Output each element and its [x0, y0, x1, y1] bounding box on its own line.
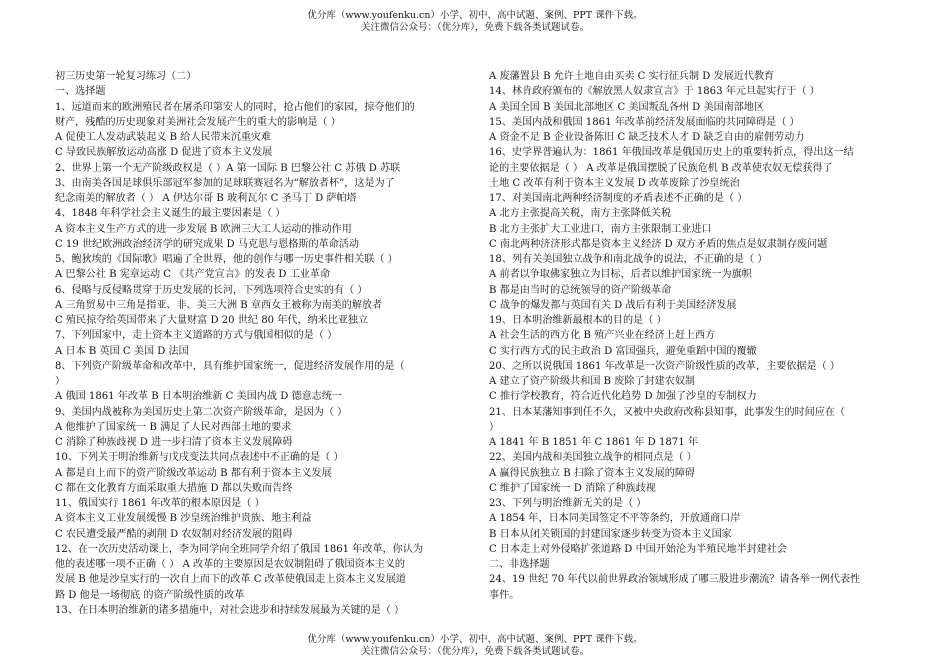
text-line: 3、由南美各国足球俱乐部冠军参加的足球联赛冠名为“解放者杯”，这是为了	[55, 177, 395, 189]
text-line: 事件。	[489, 589, 520, 601]
page-footer	[0, 634, 950, 658]
text-line: 8、下列资产阶级革命和改革中，具有维护国家统一，促进经济发展作用的是（	[55, 360, 405, 372]
text-line: A 三角贸易中三角是指亚、非、美三大洲 B 章西女王被称为南美的解放者	[55, 299, 383, 311]
text-line: 15、美国内战和俄国 1861 年改革前经济发展面临的共同障碍是（ ）	[489, 116, 800, 128]
text-line: C 19 世纪欧洲政治经济学的研究成果 D 马克思与恩格斯的革命活动	[55, 238, 359, 250]
text-line: 14、林肯政府颁布的《解放黑人奴隶宣言》于 1863 年元旦起实行于（ ）	[489, 86, 820, 98]
header-line-2: 关注微信公众号：（优分库），免费下载各类试题试卷。	[360, 22, 589, 33]
text-line: C 都在文化教育方面采取重大措施 D 都以失败而告终	[55, 482, 293, 494]
footer-line-1: 优分库（www.youfenku.cn）小学、初中、高中试题、案例、PPT 课件下载。	[307, 634, 643, 645]
text-line: B 日本从闭关锁国的封建国家逐步转变为资本主义国家	[489, 528, 732, 540]
footer-line-2: 关注微信公众号：（优分库），免费下载各类试题试卷。	[360, 646, 589, 657]
text-line: 初三历史第一轮复习练习（二）	[55, 71, 197, 82]
text-line: 5、鲍狄埃的《国际歌》唱遍了全世界，他的创作与哪一历史事件相关联（ ）	[55, 254, 398, 265]
text-line: C 殖民掠夺给英国带来了大量财富 D 20 世纪 80 年代，纳米比亚独立	[55, 315, 369, 326]
header-line-1: 优分库（www.youfenku.cn）小学、初中、高中试题、案例、PPT 课件下载。	[307, 10, 643, 21]
text-line: 22、美国内战和美国独立战争的相同点是（ ）	[489, 452, 697, 464]
text-line: 财产，残酷的历史现象对美洲社会发展产生的重大的影响是（ ）	[55, 116, 341, 128]
text-line: 1、远道而来的欧洲殖民者在屠杀印第安人的同时，抢占他们的家园，掠夺他们的	[55, 101, 415, 113]
left-column	[55, 69, 485, 618]
text-line: B 北方主张扩大工业进口，南方主张限制工业进口	[489, 223, 712, 235]
text-line: C 维护了国家统一 D 消除了种族歧视	[489, 482, 656, 494]
text-line: 6、侵略与反侵略贯穿于历史发展的长河，下列选项符合史实的有（ ）	[55, 284, 368, 296]
text-line: 4、1848 年科学社会主义诞生的最主要因素是（ ）	[55, 208, 286, 220]
text-line: A 北方主张提高关税，南方主张降低关税	[489, 208, 672, 220]
text-line: 19、日本明治维新最根本的目的是（ ）	[489, 315, 667, 326]
text-line: A 日本 B 英国 C 美国 D 法国	[55, 345, 189, 357]
text-line: A 巴黎公社 B 宪章运动 C 《共产党宣言》的发表 D 工业革命	[55, 269, 331, 281]
text-line: C 推行学校教育，符合近代化趋势 D 加强了沙皇的专制权力	[489, 391, 757, 403]
text-line: 他的表述哪一项不正确（ ） A 改革的主要原因是农奴制阻碍了俄国资本主义的	[55, 559, 406, 570]
text-line: A 都是自上而下的资产阶级改革运动 B 都有利于资本主义发展	[55, 467, 332, 479]
text-line: 纪念南美的解放者（ ） A 伊达尔哥 B 玻利瓦尔 C 圣马丁 D 萨帕塔	[55, 193, 357, 204]
text-line: ）	[489, 421, 500, 433]
text-line: 9、美国内战被称为美国历史上第二次资产阶级革命，是因为（ ）	[55, 406, 348, 418]
text-line: A 资本主义工业发展缓慢 B 沙皇统治维护贵族、地主利益	[55, 513, 312, 525]
text-line: C 导致民族解放运动高涨 D 促进了资本主义发展	[55, 147, 273, 159]
text-line: ）	[55, 376, 66, 387]
text-line: 23、下列与明治维新无关的是（ ）	[489, 498, 647, 509]
text-line: C 农民遭受最严酷的剥削 D 农奴制对经济发展的阻碍	[55, 528, 293, 540]
text-line: A 1854 年，日本同美国签定不平等条约，开放通商口岸	[489, 513, 741, 525]
text-line: 21、日本某藩知事到任不久，又被中央政府改称县知事，此事发生的时间应在（	[489, 406, 846, 418]
text-line: 24、19 世纪 70 年代以前世界政治领域形成了哪三股进步潮流？请各举一例代表性	[489, 574, 861, 586]
text-line: 一、选择题	[55, 86, 106, 98]
text-line: C 日本走上对外侵略扩张道路 D 中国开始沦为半殖民地半封建社会	[489, 543, 787, 555]
text-line: 20、之所以说俄国 1861 年改革是一次资产阶级性质的改革，主要依据是（ ）	[489, 360, 840, 372]
text-line: 发展 B 他是沙皇实行的一次自上而下的改革 C 改革使俄国走上资本主义发展道	[55, 574, 406, 586]
text-line: 18、列有关美国独立战争和南北战争的说法，不正确的是（ ）	[489, 254, 768, 265]
right-column	[489, 69, 899, 603]
text-line: B 都是由当时的总统领导的资产阶级革命	[489, 284, 672, 296]
text-line: 二、非选择题	[489, 559, 550, 570]
text-line: 10、下列关于明治维新与戊戌变法共同点表述中不正确的是（ ）	[55, 452, 344, 464]
text-line: 17、对美国南北两种经济制度的矛盾表述不正确的是（ ）	[489, 193, 748, 204]
text-line: C 战争的爆发都与英国有关 D 战后有利于美国经济发展	[489, 299, 737, 311]
text-line: A 美国全国 B 美国北部地区 C 美国叛乱各州 D 美国南部地区	[489, 101, 765, 113]
text-line: C 南北两种济济形式都是资本主义经济 D 双方矛盾的焦点是奴隶制存废问题	[489, 238, 828, 250]
text-line: A 促使工人发动武装起义 B 给人民带来沉重灾难	[55, 132, 272, 143]
text-line: 16、史学界普遍认为：1861 年俄国改革是俄国历史上的重要转折点，得出这一结	[489, 147, 854, 159]
text-line: A 1841 年 B 1851 年 C 1861 年 D 1871 年	[489, 437, 698, 448]
text-line: A 建立了资产阶级共和国 B 废除了封建农奴制	[489, 376, 696, 387]
text-line: A 他维护了国家统一 B 满足了人民对西部土地的要求	[55, 421, 292, 433]
text-line: A 资金不足 B 企业设备陈旧 C 缺乏技术人才 D 缺乏自由的雇佣劳动力	[489, 132, 805, 143]
text-line: A 社会生活的西方化 B 殖产兴业在经济上赶上西方	[489, 330, 716, 342]
page-header	[0, 10, 950, 34]
text-line: A 俄国 1861 年改革 B 日本明治维新 C 美国内战 D 德意志统一	[55, 391, 342, 403]
text-line: A 赢得民族独立 B 扫除了资本主义发展的障碍	[489, 467, 696, 479]
text-line: 2、世界上第一个无产阶级政权是（ ）A 第一国际 B 巴黎公社 C 苏俄 D 苏联	[55, 162, 401, 174]
text-line: 13、在日本明治维新的诸多措施中，对社会进步和持续发展最为关键的是（ ）	[55, 604, 405, 616]
text-line: 土地 C 改革有利于资本主义发展 D 改革废除了沙皇统治	[489, 177, 740, 189]
text-line: C 消除了种族歧视 D 进一步扫清了资本主义发展障碍	[55, 437, 293, 448]
text-line: A 废藩置县 B 允许土地自由买卖 C 实行征兵制 D 发展近代教育	[489, 71, 775, 82]
text-line: 12、在一次历史活动课上，李为同学向全班同学介绍了俄国 1861 年改革，你认为	[55, 543, 423, 555]
text-line: A 资本主义生产方式的进一步发展 B 欧洲三大工人运动的推动作用	[55, 223, 352, 235]
text-line: 路 D 他是一场彻底 的资产阶级性质的改革	[55, 589, 245, 601]
text-line: C 实行西方式的民主政治 D 富国强兵，避免重蹈中国的覆辙	[489, 345, 757, 357]
text-line: 11、俄国实行 1861 年改革的根本原因是（ ）	[55, 498, 265, 509]
text-line: 论的主要依据是（ ） A 改革是俄国摆脱了民族危机 B 改革使农奴无偿获得了	[489, 162, 833, 174]
text-line: 7、下列国家中，走上资本主义道路的方式与俄国相似的是（ ）	[55, 330, 338, 342]
text-line: A 前者以争取佛家独立为目标，后者以维护国家统一为旗帜	[489, 269, 752, 281]
